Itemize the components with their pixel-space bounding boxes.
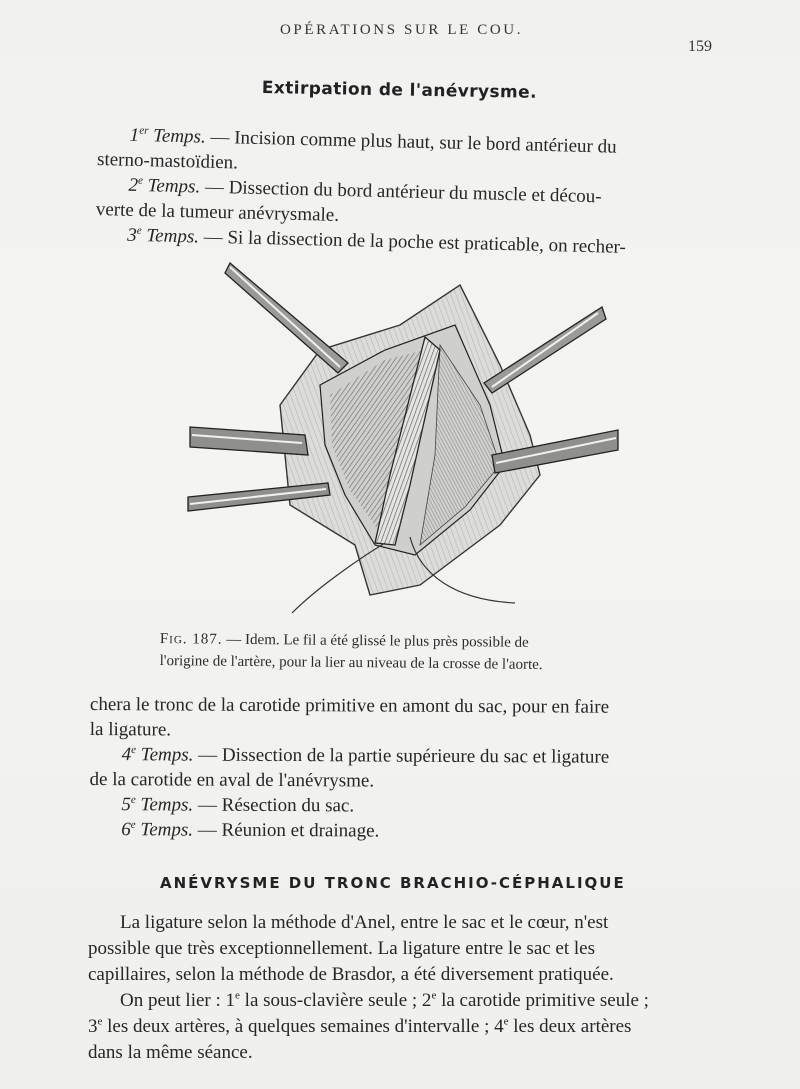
step-6-label: Temps. bbox=[140, 819, 194, 841]
p2-text-1a: On peut lier : 1 bbox=[120, 990, 236, 1011]
page-number: 159 bbox=[688, 38, 712, 55]
p2-line-2 bbox=[88, 1014, 702, 1040]
step-2-label: Temps. bbox=[147, 175, 201, 198]
step-3-sup: e bbox=[136, 224, 142, 237]
upper-steps bbox=[95, 122, 710, 262]
step-6-number: 6 bbox=[121, 819, 131, 841]
p1-line-3: capillaires, selon la méthode de Brasdor, a été diversement pratiquée. bbox=[88, 964, 614, 985]
step-2-number: 2 bbox=[128, 174, 139, 196]
step-3-text: — Si la dissection de la poche est praticable, on recher- bbox=[198, 226, 627, 258]
figure-caption bbox=[160, 628, 640, 677]
p2-line-3: dans la même séance. bbox=[88, 1042, 253, 1063]
p2-sup-4: e bbox=[503, 1015, 509, 1028]
continuation-line-2: la ligature. bbox=[89, 718, 172, 741]
step-1-line-2: sterno-mastoïdien. bbox=[96, 148, 239, 174]
step-1-text: — Incision comme plus haut, sur le bord antérieur du bbox=[205, 126, 617, 158]
p2-text-1b: la sous-clavière seule ; 2 bbox=[239, 990, 432, 1011]
step-6-sup: e bbox=[130, 818, 136, 831]
p2-sup-3: e bbox=[97, 1015, 103, 1028]
p1-line-1 bbox=[88, 910, 702, 936]
step-1-label: Temps. bbox=[152, 125, 206, 148]
surgical-illustration bbox=[170, 255, 640, 615]
step-5-sup: e bbox=[130, 793, 136, 806]
step-6-text: — Réunion et drainage. bbox=[192, 819, 380, 842]
step-5-number: 5 bbox=[121, 794, 131, 816]
step-4-line-2: de la carotide en aval de l'anévrysme. bbox=[89, 768, 375, 792]
step-4-number: 4 bbox=[121, 744, 132, 766]
p2-text-2a: 3 bbox=[88, 1016, 98, 1037]
lower-steps bbox=[89, 692, 702, 845]
step-2-line-2: verte de la tumeur anévrysmale. bbox=[95, 198, 340, 226]
step-3-label: Temps. bbox=[146, 225, 200, 248]
step-4-sup: e bbox=[131, 743, 137, 756]
step-2-text: — Dissection du bord antérieur du muscle et décou- bbox=[199, 176, 602, 208]
continuation-line-1: chera le tronc de la carotide primitive en amont du sac, pour en faire bbox=[89, 694, 610, 718]
p2-sup-2: e bbox=[431, 989, 437, 1002]
retractor-top-right bbox=[484, 307, 606, 393]
step-5-text: — Résection du sac. bbox=[193, 794, 355, 817]
figure-label: Fig. 187. bbox=[159, 630, 223, 648]
running-header: OPÉRATIONS SUR LE COU. bbox=[280, 22, 524, 38]
step-4-line-1 bbox=[90, 742, 702, 770]
p1-text-1: La ligature selon la méthode d'Anel, entre le sac et le cœur, n'est bbox=[120, 912, 609, 933]
caption-text-1: — Idem. Le fil a été glissé le plus près possible de bbox=[222, 631, 529, 651]
chapter-heading: ANÉVRYSME DU TRONC BRACHIO-CÉPHALIQUE bbox=[160, 874, 626, 892]
p2-sup-1: e bbox=[235, 989, 240, 1002]
p2-text-2c: les deux artères bbox=[508, 1016, 632, 1037]
step-3-number: 3 bbox=[126, 224, 137, 246]
step-5-label: Temps. bbox=[140, 794, 194, 816]
section-heading: Extirpation de l'anévrysme. bbox=[261, 78, 538, 103]
p1-line-2: possible que très exceptionnellement. La ligature entre le sac et les bbox=[88, 938, 595, 959]
step-1-sup: er bbox=[139, 124, 149, 137]
step-4-text: — Dissection de la partie supérieure du sac et ligature bbox=[193, 744, 610, 768]
p2-text-2b: les deux artères, à quelques semaines d'intervalle ; 4 bbox=[102, 1016, 504, 1037]
p2-line-1 bbox=[88, 988, 702, 1014]
step-5-line-1 bbox=[89, 792, 701, 820]
step-4-label: Temps. bbox=[140, 744, 194, 766]
caption-line-2: l'origine de l'artère, pour la lier au niveau de la crosse de l'aorte. bbox=[159, 652, 543, 674]
body-text bbox=[88, 910, 702, 1066]
illustration-svg bbox=[170, 255, 640, 615]
step-6-line-1 bbox=[89, 817, 701, 845]
p2-text-1c: la carotide primitive seule ; bbox=[436, 990, 649, 1011]
step-2-sup: e bbox=[137, 174, 144, 187]
step-1-number: 1 bbox=[129, 124, 140, 147]
retractor-top-left bbox=[225, 263, 348, 373]
